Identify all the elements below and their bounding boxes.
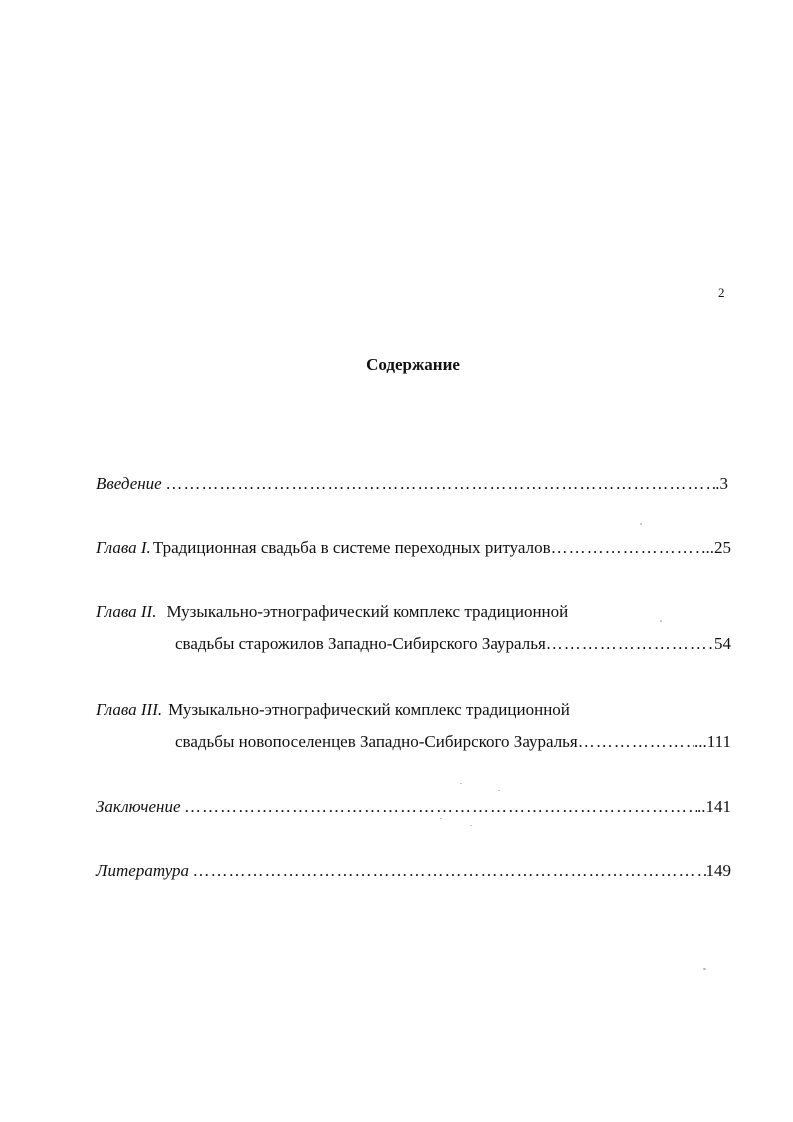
toc-entry-chapter-3-line-2 (175, 731, 731, 753)
toc-entry-label: Литература (96, 861, 190, 880)
toc-entry-label: Заключение (96, 797, 181, 816)
toc-entry-page: 54 (714, 634, 731, 653)
toc-entry-chapter-1 (96, 537, 731, 559)
toc-entry-text: свадьбы новопоселенцев Западно-Сибирского Зауралья (175, 732, 578, 751)
toc-leader-dots (578, 731, 694, 753)
toc-entry-bibliography (96, 860, 731, 882)
toc-entry-text: Музыкально-этнографический комплекс традиционной (166, 602, 569, 621)
toc-title: Содержание (366, 355, 460, 374)
toc-leader-dots (165, 473, 715, 495)
toc-entry-label: Глава II. (96, 602, 157, 621)
toc-entry-page: ...25 (701, 538, 731, 557)
page-number: 2 (718, 285, 725, 300)
scan-speck (440, 818, 442, 819)
toc-entry-introduction (96, 473, 728, 495)
toc-leader-dots (551, 537, 702, 559)
toc-entry-page: ...111 (694, 732, 731, 751)
toc-entry-label: Глава III. (96, 700, 163, 719)
toc-entry-page: .3 (715, 474, 728, 493)
toc-leader-dots (184, 796, 697, 818)
toc-entry-text: свадьбы старожилов Западно-Сибирского Зауралья (175, 634, 546, 653)
scan-speck (470, 825, 472, 826)
scan-speck (703, 968, 706, 970)
toc-leader-dots (546, 633, 714, 655)
toc-entry-page: ..141 (697, 797, 731, 816)
scan-speck (640, 523, 642, 525)
scan-speck (498, 790, 500, 791)
toc-entry-label: Введение (96, 474, 162, 493)
toc-entry-chapter-2-line-1 (96, 601, 568, 623)
scan-speck (460, 783, 462, 784)
toc-entry-text: Традиционная свадьба в системе переходных ритуалов (152, 538, 551, 557)
toc-entry-label: Глава I. (96, 538, 151, 557)
toc-entry-chapter-3-line-1 (96, 699, 570, 721)
toc-entry-chapter-2-line-2 (175, 633, 731, 655)
toc-entry-conclusion (96, 796, 731, 818)
toc-entry-page: 149 (705, 861, 731, 880)
scan-speck (660, 620, 662, 622)
toc-leader-dots (192, 860, 705, 882)
toc-entry-text: Музыкально-этнографический комплекс традиционной (168, 700, 570, 719)
